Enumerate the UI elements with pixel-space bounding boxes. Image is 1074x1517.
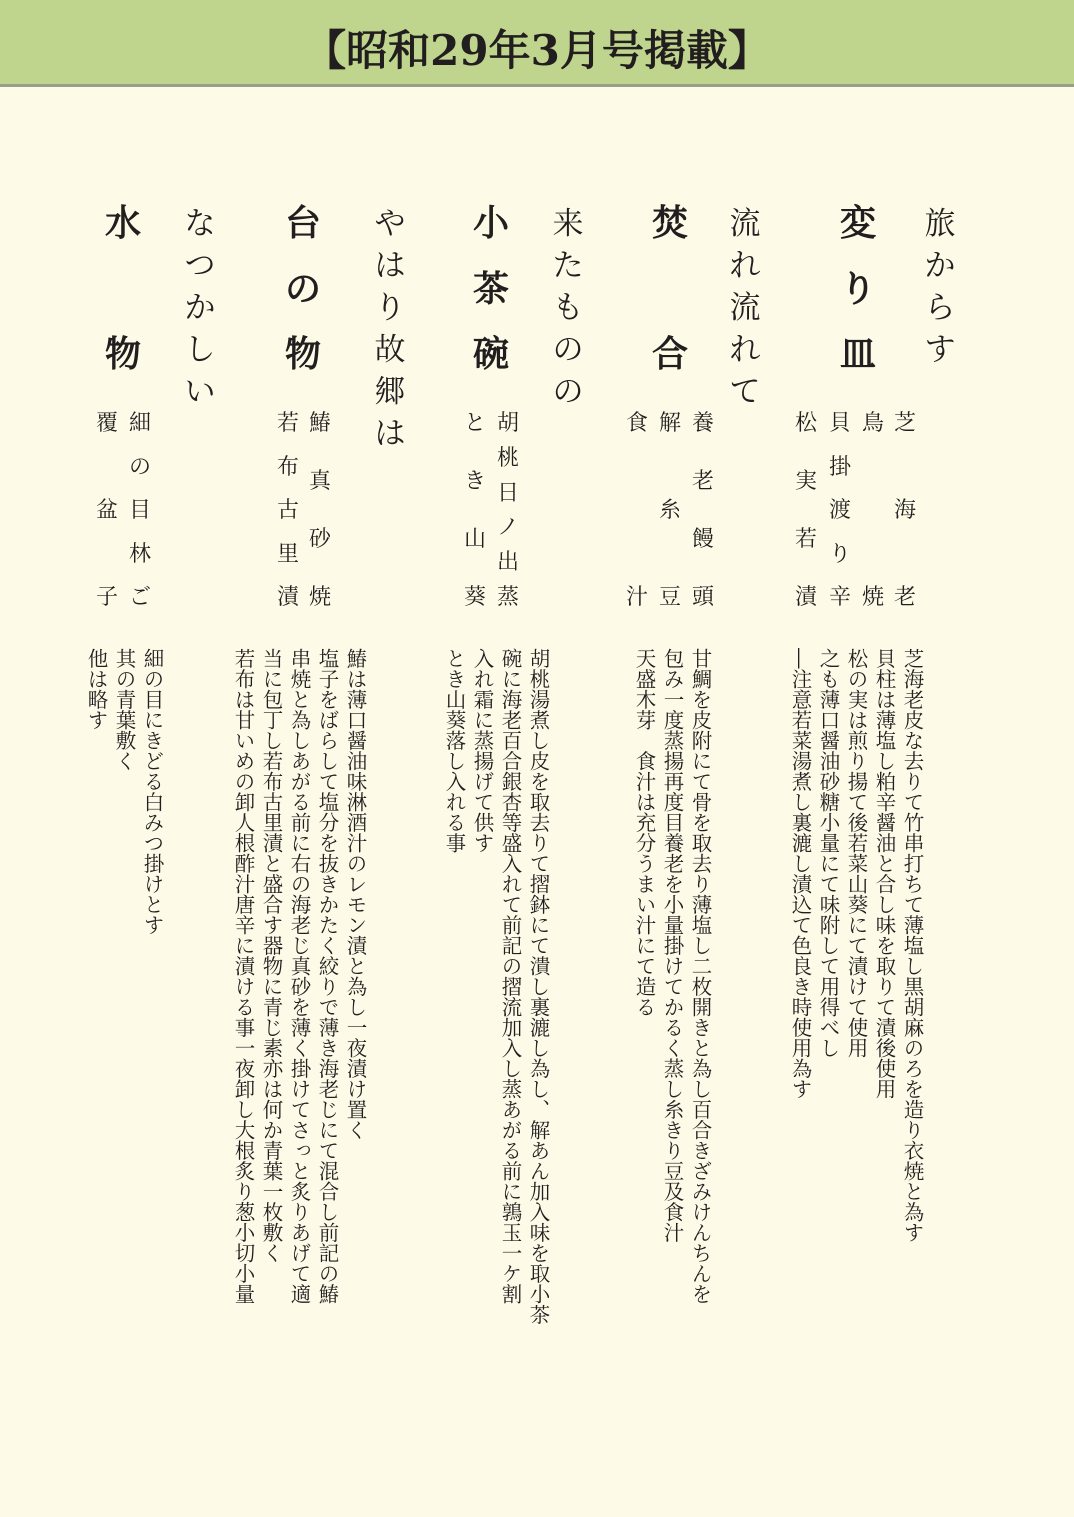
- recipe-line: 之も薄口醤油砂糖小量にて味附して用得べし: [816, 648, 840, 1058]
- glyph: 饅: [691, 527, 714, 552]
- glyph: 山: [463, 527, 486, 552]
- glyph: 来: [552, 206, 584, 242]
- glyph: の: [552, 374, 584, 410]
- course-5-dish: [126, 413, 154, 609]
- recipe-line: 碗に海老百合銀杏等盛入れて前記の摺流加入し蒸あがる前に鶉玉一ケ割: [498, 648, 522, 1304]
- course-1-theme: [920, 203, 960, 371]
- course-3-title: [469, 202, 513, 375]
- glyph: 辛: [828, 585, 851, 610]
- course-2-recipe: [630, 648, 714, 1368]
- recipe-line: 鰆は薄口醤油味淋酒汁のレモン漬と為し一夜漬け置く: [343, 648, 367, 1140]
- glyph: 砂: [308, 527, 331, 552]
- glyph: な: [184, 206, 216, 242]
- course-3-theme: [548, 203, 588, 413]
- glyph: 日: [496, 480, 519, 506]
- glyph: す: [924, 332, 956, 368]
- glyph: い: [184, 374, 216, 410]
- glyph: 旅: [924, 206, 956, 242]
- glyph: は: [374, 416, 406, 452]
- glyph: 流: [729, 290, 761, 326]
- recipe-line: 芝海老皮な去りて竹串打ちて薄塩し黒胡麻のろを造り衣焼と為す: [900, 648, 924, 1243]
- glyph: ご: [128, 585, 151, 610]
- glyph: 解: [658, 411, 681, 436]
- course-2-dish: [656, 413, 684, 609]
- glyph: は: [374, 248, 406, 284]
- course-2-dish: [689, 413, 717, 609]
- glyph: 故: [374, 332, 406, 368]
- course-4-theme: [370, 203, 410, 455]
- glyph: の: [552, 332, 584, 368]
- course-1-dish: [859, 413, 887, 609]
- course-1-recipe: [786, 648, 926, 1368]
- glyph: 焚: [651, 202, 688, 244]
- glyph: 芝: [893, 411, 916, 436]
- glyph: 若: [276, 411, 299, 436]
- glyph: 合: [651, 333, 688, 375]
- glyph: 物: [104, 333, 141, 375]
- glyph: 胡: [496, 411, 519, 436]
- glyph: た: [552, 248, 584, 284]
- course-2-title: [648, 202, 692, 375]
- recipe-line: 甘鯛を皮附にて骨を取去り薄塩し二枚開きと為し百合きざみけんちんを: [688, 648, 712, 1304]
- recipe-line: 天盛木芽 食汁は充分うまい汁にて造る: [632, 648, 656, 1017]
- glyph: し: [184, 332, 216, 368]
- glyph: 目: [128, 498, 151, 523]
- glyph: 豆: [658, 585, 681, 610]
- glyph: 養: [691, 411, 714, 436]
- glyph: 掛: [828, 454, 851, 480]
- glyph: 漬: [794, 585, 817, 610]
- glyph: り: [374, 290, 406, 326]
- course-4-dish: [274, 413, 302, 609]
- course-1-dish: [792, 413, 820, 609]
- glyph: 若: [794, 527, 817, 552]
- glyph: 細: [128, 411, 151, 436]
- glyph: の: [284, 267, 321, 310]
- glyph: 茶: [472, 267, 509, 310]
- recipe-line: 塩子をばらして塩分を抜きかたく絞りで薄き海老じにて混合し前記の鰆: [315, 648, 339, 1304]
- glyph: 台: [284, 202, 321, 244]
- glyph: 糸: [658, 498, 681, 523]
- glyph: 食: [625, 411, 648, 436]
- recipe-line: 其の青葉敷く: [112, 648, 136, 771]
- glyph: か: [184, 290, 216, 326]
- glyph: 変: [839, 202, 876, 244]
- glyph: や: [374, 206, 406, 242]
- recipe-line: 貝柱は薄塩し粕辛醤油と合し味を取りて漬後使用: [872, 648, 896, 1099]
- glyph: 桃: [496, 445, 519, 471]
- glyph: か: [924, 248, 956, 284]
- recipe-line: ―注意若菜湯煮し裏漉し漬込て色良き時使用為す: [788, 648, 812, 1099]
- glyph: り: [828, 541, 851, 567]
- glyph: れ: [729, 332, 761, 368]
- glyph: 葵: [463, 585, 486, 610]
- recipe-line: 当に包丁し若布古里漬と盛合す器物に青じ素亦は何か青葉一枚敷く: [259, 648, 283, 1263]
- glyph: 水: [104, 202, 141, 244]
- glyph: 海: [893, 498, 916, 523]
- glyph: 皿: [839, 333, 876, 375]
- glyph: も: [552, 290, 584, 326]
- glyph: き: [463, 469, 486, 494]
- glyph: 実: [794, 469, 817, 494]
- glyph: ノ: [496, 515, 519, 541]
- issue-title: 【昭和29年3月号掲載】: [304, 26, 770, 75]
- glyph: 盆: [95, 498, 118, 523]
- glyph: の: [128, 454, 151, 480]
- glyph: 蒸: [496, 584, 519, 610]
- glyph: 真: [308, 469, 331, 494]
- course-3-recipe: [440, 648, 552, 1368]
- header-band: [0, 0, 1074, 87]
- glyph: 流: [729, 206, 761, 242]
- course-5-recipe: [82, 648, 166, 1368]
- recipe-line: 松の実は煎り揚て後若菜山葵にて漬けて使用: [844, 648, 868, 1058]
- glyph: 布: [276, 454, 299, 480]
- course-4-dish: [306, 413, 334, 609]
- glyph: 物: [284, 333, 321, 375]
- glyph: 里: [276, 541, 299, 567]
- course-5-theme: [180, 203, 220, 413]
- course-3-dish: [494, 413, 522, 609]
- course-5-dish: [93, 413, 121, 609]
- glyph: て: [729, 374, 761, 410]
- course-1-title: [836, 202, 880, 375]
- glyph: 渡: [828, 498, 851, 523]
- glyph: 鰆: [308, 411, 331, 436]
- recipe-line: とき山葵落し入れる事: [442, 648, 466, 853]
- course-2-dish: [623, 413, 651, 609]
- recipe-line: 他は略す: [84, 648, 108, 730]
- glyph: 覆: [95, 411, 118, 436]
- course-4-recipe: [229, 648, 369, 1368]
- glyph: 老: [691, 469, 714, 494]
- recipe-line: 串焼と為しあがる前に右の海老じ真砂を薄く掛けてさっと炙りあげて適: [287, 648, 311, 1304]
- glyph: 焼: [308, 585, 331, 610]
- glyph: と: [463, 411, 486, 436]
- glyph: ら: [924, 290, 956, 326]
- recipe-line: 胡桃湯煮し皮を取去りて摺鉢にて潰し裏漉し為し、解あん加入味を取小茶: [526, 648, 550, 1325]
- glyph: れ: [729, 248, 761, 284]
- glyph: 小: [472, 202, 509, 244]
- recipe-line: 細の目にきどる白みつ掛けとす: [140, 648, 164, 935]
- glyph: 汁: [625, 585, 648, 610]
- course-4-title: [281, 202, 325, 375]
- glyph: 郷: [374, 374, 406, 410]
- course-1-dish: [826, 413, 854, 609]
- recipe-line: 若布は甘いめの卸人根酢汁唐辛に漬ける事一夜卸し大根炙り葱小切小量: [231, 648, 255, 1304]
- glyph: 碗: [472, 333, 509, 375]
- recipe-line: 包み一度蒸揚再度目養老を小量掛けてかるく蒸し糸きり豆及食汁: [660, 648, 684, 1243]
- course-2-theme: [725, 203, 765, 413]
- glyph: 出: [496, 550, 519, 576]
- glyph: 漬: [276, 585, 299, 610]
- glyph: 焼: [861, 585, 884, 610]
- glyph: 子: [95, 585, 118, 610]
- course-3-dish: [461, 413, 489, 609]
- recipe-line: 入れ霜に蒸揚げて供す: [470, 648, 494, 853]
- glyph: 頭: [691, 585, 714, 610]
- glyph: 貝: [828, 411, 851, 436]
- glyph: り: [839, 267, 876, 310]
- glyph: 老: [893, 585, 916, 610]
- glyph: 鳥: [861, 411, 884, 436]
- glyph: 林: [128, 541, 151, 567]
- glyph: つ: [184, 248, 216, 284]
- course-1-dish: [891, 413, 919, 609]
- glyph: 松: [794, 411, 817, 436]
- course-5-title: [101, 202, 145, 375]
- glyph: 古: [276, 498, 299, 523]
